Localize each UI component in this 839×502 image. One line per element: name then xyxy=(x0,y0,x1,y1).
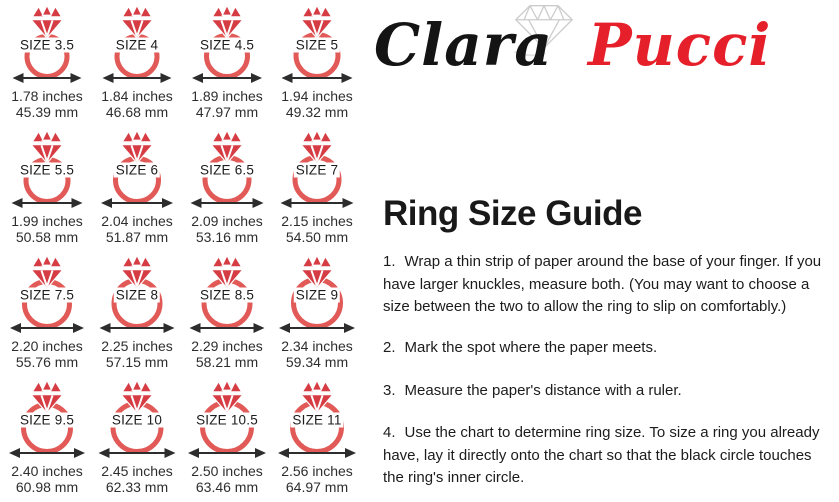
ring-size-label: SIZE 3.5 xyxy=(19,37,75,53)
diamond-icon xyxy=(205,130,249,164)
ring-size-label: SIZE 11 xyxy=(292,412,342,428)
diamond-icon xyxy=(115,130,159,164)
diamond-icon xyxy=(115,380,159,414)
diamond-icon xyxy=(205,380,249,414)
diamond-icon xyxy=(25,380,69,414)
ring-illustration xyxy=(182,380,272,454)
ring-illustration xyxy=(92,255,182,329)
step-number: 1. xyxy=(383,253,396,270)
ring-illustration xyxy=(92,380,182,454)
diameter-arrow xyxy=(281,198,354,208)
ring-size-cell xyxy=(272,2,362,127)
ring-illustration xyxy=(272,130,362,204)
ring-size-label: SIZE 9.5 xyxy=(19,412,75,428)
ring-size-label: SIZE 4 xyxy=(115,37,159,53)
ring-measurements xyxy=(92,463,182,495)
ring-size-inches: 1.99 inches xyxy=(11,213,83,229)
diamond-icon xyxy=(295,255,339,289)
ring-size-label: SIZE 4.5 xyxy=(199,37,255,53)
diameter-arrow xyxy=(282,73,353,83)
ring-size-cell xyxy=(92,2,182,127)
diamond-icon xyxy=(115,5,159,39)
ring-size-inches: 1.78 inches xyxy=(11,88,83,104)
ring-size-label: SIZE 10 xyxy=(111,412,163,428)
ring-size-label: SIZE 5.5 xyxy=(19,162,75,178)
ring-illustration xyxy=(272,380,362,454)
step-text: Measure the paper's distance with a ruler. xyxy=(404,382,682,399)
step-item-2 xyxy=(383,337,836,360)
ring-size-mm: 64.97 mm xyxy=(285,479,349,495)
ring-measurements xyxy=(92,213,182,245)
ring-size-cell xyxy=(272,252,362,377)
ring-illustration xyxy=(182,5,272,79)
ring-size-cell xyxy=(182,377,272,502)
ring-size-cell xyxy=(272,127,362,252)
ring-size-mm: 62.33 mm xyxy=(105,479,169,495)
ring-size-cell xyxy=(92,377,182,502)
diamond-icon xyxy=(205,255,249,289)
ring-size-cell xyxy=(2,127,92,252)
step-number: 2. xyxy=(383,339,396,356)
ring-size-inches: 2.04 inches xyxy=(101,213,173,229)
ring-illustration xyxy=(182,130,272,204)
ring-size-cell xyxy=(182,127,272,252)
ring-size-cell xyxy=(92,127,182,252)
ring-measurements xyxy=(272,88,362,120)
diameter-arrow xyxy=(101,198,173,208)
step-item-4 xyxy=(383,422,836,490)
diameter-arrow xyxy=(10,323,84,333)
ring-size-label: SIZE 8.5 xyxy=(199,287,255,303)
brand-name-clara: Clara xyxy=(374,11,553,79)
ring-measurements xyxy=(2,213,92,245)
diameter-arrow xyxy=(278,448,356,458)
ring-size-chart xyxy=(2,2,362,502)
diameter-arrow xyxy=(100,323,175,333)
ring-measurements xyxy=(92,88,182,120)
ring-size-label: SIZE 7 xyxy=(295,162,339,178)
ring-size-mm: 46.68 mm xyxy=(105,104,169,120)
step-text: Mark the spot where the paper meets. xyxy=(404,339,658,356)
diamond-icon xyxy=(205,5,249,39)
ring-size-mm: 47.97 mm xyxy=(195,104,259,120)
ring-illustration xyxy=(182,255,272,329)
ring-measurements xyxy=(2,463,92,495)
guide-panel xyxy=(372,0,837,501)
ring-illustration xyxy=(2,130,92,204)
ring-size-mm: 63.46 mm xyxy=(195,479,259,495)
ring-measurements xyxy=(182,88,272,120)
ring-size-mm: 50.58 mm xyxy=(15,229,79,245)
ring-size-inches: 1.84 inches xyxy=(101,88,173,104)
ring-size-cell xyxy=(92,252,182,377)
ring-size-mm: 60.98 mm xyxy=(15,479,79,495)
ring-size-inches: 2.56 inches xyxy=(281,463,353,479)
ring-measurements xyxy=(182,213,272,245)
step-number: 3. xyxy=(383,382,396,399)
ring-size-label: SIZE 7.5 xyxy=(19,287,75,303)
ring-measurements xyxy=(92,338,182,370)
ring-size-cell xyxy=(182,2,272,127)
diameter-arrow xyxy=(103,73,172,83)
ring-measurements xyxy=(182,463,272,495)
brand-name-pucci: Pucci xyxy=(588,11,772,79)
ring-size-inches: 1.94 inches xyxy=(281,88,353,104)
ring-size-mm: 54.50 mm xyxy=(285,229,349,245)
brand-logo xyxy=(372,0,837,110)
diamond-icon xyxy=(25,255,69,289)
ring-size-mm: 53.16 mm xyxy=(195,229,259,245)
ring-illustration xyxy=(272,255,362,329)
ring-size-mm: 49.32 mm xyxy=(285,104,349,120)
ring-size-inches: 2.40 inches xyxy=(11,463,83,479)
diameter-arrow xyxy=(191,198,264,208)
ring-measurements xyxy=(2,338,92,370)
ring-size-mm: 58.21 mm xyxy=(195,354,259,370)
ring-size-cell xyxy=(2,377,92,502)
diameter-arrow xyxy=(13,73,82,83)
ring-size-mm: 45.39 mm xyxy=(15,104,79,120)
ring-illustration xyxy=(2,255,92,329)
ring-size-label: SIZE 8 xyxy=(115,287,159,303)
ring-measurements xyxy=(272,213,362,245)
ring-size-cell xyxy=(272,377,362,502)
diamond-icon xyxy=(25,130,69,164)
step-item-1 xyxy=(383,251,836,319)
diameter-arrow xyxy=(9,448,85,458)
ring-measurements xyxy=(272,463,362,495)
ring-illustration xyxy=(92,130,182,204)
ring-size-label: SIZE 5 xyxy=(295,37,339,53)
ring-size-inches: 2.34 inches xyxy=(281,338,353,354)
diameter-arrow xyxy=(192,73,262,83)
ring-size-label: SIZE 9 xyxy=(295,287,339,303)
ring-size-mm: 57.15 mm xyxy=(105,354,169,370)
ring-size-inches: 2.15 inches xyxy=(281,213,353,229)
ring-size-inches: 2.20 inches xyxy=(11,338,83,354)
ring-size-cell xyxy=(182,252,272,377)
ring-size-inches: 2.29 inches xyxy=(191,338,263,354)
ring-size-cell xyxy=(2,252,92,377)
ring-size-mm: 55.76 mm xyxy=(15,354,79,370)
diameter-arrow xyxy=(188,448,266,458)
guide-title: Ring Size Guide xyxy=(383,194,642,233)
ring-size-inches: 1.89 inches xyxy=(191,88,263,104)
diamond-icon xyxy=(25,5,69,39)
ring-size-mm: 59.34 mm xyxy=(285,354,349,370)
ring-size-inches: 2.50 inches xyxy=(191,463,263,479)
ring-measurements xyxy=(272,338,362,370)
diamond-icon xyxy=(295,380,339,414)
ring-size-label: SIZE 6.5 xyxy=(199,162,255,178)
ring-illustration xyxy=(2,380,92,454)
diamond-icon xyxy=(295,130,339,164)
step-item-3 xyxy=(383,380,836,403)
diameter-arrow xyxy=(12,198,83,208)
diameter-arrow xyxy=(190,323,265,333)
ring-size-label: SIZE 6 xyxy=(115,162,159,178)
ring-measurements xyxy=(2,88,92,120)
ring-illustration xyxy=(2,5,92,79)
diamond-icon xyxy=(115,255,159,289)
ring-illustration xyxy=(272,5,362,79)
ring-size-inches: 2.25 inches xyxy=(101,338,173,354)
diameter-arrow xyxy=(99,448,176,458)
diameter-arrow xyxy=(279,323,355,333)
ring-size-inches: 2.09 inches xyxy=(191,213,263,229)
ring-size-cell xyxy=(2,2,92,127)
ring-size-mm: 51.87 mm xyxy=(105,229,169,245)
ring-illustration xyxy=(92,5,182,79)
diamond-icon xyxy=(295,5,339,39)
ring-size-label: SIZE 10.5 xyxy=(196,412,258,428)
step-number: 4. xyxy=(383,424,396,441)
step-text: Wrap a thin strip of paper around the base of your finger. If you have larger knuckles, measure both. (You may want to choose a size between the two to allow the ring to slip on comfortably.) xyxy=(383,253,822,315)
ring-measurements xyxy=(182,338,272,370)
ring-size-inches: 2.45 inches xyxy=(101,463,173,479)
step-text: Use the chart to determine ring size. To size a ring you already have, lay it directly onto the chart so that the black circle touches the ring's inner circle. xyxy=(383,424,820,486)
